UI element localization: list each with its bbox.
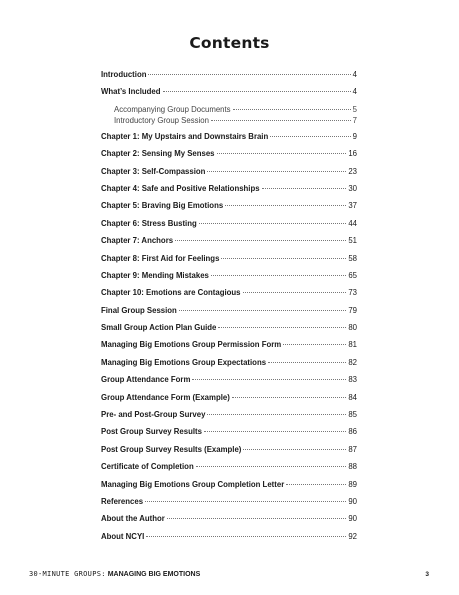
toc-entry-permission-form[interactable]: [101, 340, 357, 357]
toc-entry-label: Chapter 5: Braving Big Emotions: [101, 201, 224, 211]
dot-leader: [283, 344, 346, 345]
dot-leader: [225, 205, 346, 206]
toc-entry-completion-letter[interactable]: [101, 480, 357, 497]
toc-entry-chapter-2[interactable]: [101, 149, 357, 166]
toc-entry-page: 87: [348, 444, 357, 454]
toc-entry-introductory-session[interactable]: [101, 116, 357, 127]
dot-leader: [286, 484, 346, 485]
dot-leader: [179, 310, 346, 311]
dot-leader: [175, 240, 346, 241]
toc-entry-label: Introductory Group Session: [114, 115, 209, 125]
toc-entry-page: 90: [348, 514, 357, 524]
page-footer: [29, 570, 429, 578]
toc-entry-label: Certificate of Completion: [101, 462, 194, 472]
toc-entry-about-ncyi[interactable]: [101, 532, 357, 549]
page-title: Contents: [189, 34, 270, 52]
dot-leader: [270, 136, 350, 137]
dot-leader: [232, 397, 347, 398]
dot-leader: [243, 292, 347, 293]
toc-entry-label: Chapter 9: Mending Mistakes: [101, 270, 209, 280]
dot-leader: [145, 501, 346, 502]
toc-entry-chapter-9[interactable]: [101, 271, 357, 288]
toc-entry-label: Pre- and Post-Group Survey: [101, 410, 206, 420]
toc-entry-pre-post-survey[interactable]: [101, 410, 357, 427]
toc-entry-page: 65: [348, 270, 357, 280]
toc-entry-label: Chapter 7: Anchors: [101, 236, 174, 246]
toc-entry-page: 83: [348, 375, 357, 385]
toc-entry-references[interactable]: [101, 497, 357, 514]
toc-entry-survey-results-example[interactable]: [101, 445, 357, 462]
dot-leader: [199, 223, 347, 224]
dot-leader: [243, 449, 346, 450]
toc-entry-page: 73: [348, 288, 357, 298]
toc-entry-page: 86: [348, 427, 357, 437]
toc-entry-label: Introduction: [101, 70, 147, 79]
toc-entry-page: 82: [348, 357, 357, 367]
toc-entry-label: Group Attendance Form (Example): [101, 392, 230, 402]
dot-leader: [233, 109, 351, 110]
dot-leader: [221, 258, 346, 259]
toc-entry-label: Managing Big Emotions Group Completion Letter: [101, 479, 285, 489]
toc-entry-label: Chapter 1: My Upstairs and Downstairs Brain: [101, 131, 269, 141]
dot-leader: [163, 91, 351, 92]
dot-leader: [211, 120, 351, 121]
toc-entry-survey-results[interactable]: [101, 427, 357, 444]
toc-entry-label: References: [101, 496, 144, 506]
dot-leader: [218, 327, 346, 328]
toc-entry-page: 37: [348, 201, 357, 211]
toc-entry-label: About the Author: [101, 514, 165, 524]
toc-entry-chapter-3[interactable]: [101, 167, 357, 184]
toc-entry-page: 23: [348, 166, 357, 176]
footer-page-number: 3: [425, 571, 429, 578]
toc-entry-label: Chapter 8: First Aid for Feelings: [101, 253, 220, 263]
toc-entry-page: 44: [348, 218, 357, 228]
dot-leader: [268, 362, 346, 363]
toc-entry-attendance-form[interactable]: [101, 375, 357, 392]
dot-leader: [207, 414, 346, 415]
toc-entry-page: 16: [348, 149, 357, 159]
toc-entry-label: Chapter 4: Safe and Positive Relationships: [101, 183, 260, 193]
dot-leader: [196, 466, 347, 467]
toc-entry-page: 90: [348, 496, 357, 506]
toc-entry-page: 88: [348, 462, 357, 472]
toc-entry-label: Accompanying Group Documents: [114, 104, 231, 114]
toc-entry-page: 30: [348, 183, 357, 193]
dot-leader: [167, 518, 347, 519]
toc-entry-page: 79: [348, 305, 357, 315]
toc-entry-final-session[interactable]: [101, 306, 357, 323]
footer-book: MANAGING BIG EMOTIONS: [107, 571, 201, 578]
toc-entry-chapter-4[interactable]: [101, 184, 357, 201]
toc-entry-about-author[interactable]: [101, 514, 357, 531]
toc-entry-expectations[interactable]: [101, 358, 357, 375]
dot-leader: [262, 188, 347, 189]
toc-entry-page: 4: [352, 70, 357, 79]
toc-entry-accompanying-documents[interactable]: [101, 105, 357, 116]
toc-entry-chapter-6[interactable]: [101, 219, 357, 236]
toc-entry-page: 9: [352, 131, 357, 141]
toc-entry-page: 81: [348, 340, 357, 350]
toc-entry-label: About NCYI: [101, 531, 145, 541]
dot-leader: [192, 379, 346, 380]
footer-series: 30-MINUTE GROUPS:: [29, 570, 106, 578]
toc-entry-attendance-example[interactable]: [101, 393, 357, 410]
toc-entry-action-plan[interactable]: [101, 323, 357, 340]
toc-entry-label: Chapter 2: Sensing My Senses: [101, 149, 215, 159]
table-of-contents: [101, 70, 357, 549]
toc-entry-chapter-7[interactable]: [101, 236, 357, 253]
toc-entry-label: Managing Big Emotions Group Permission Form: [101, 340, 282, 350]
dot-leader: [204, 431, 346, 432]
toc-entry-page: 85: [348, 410, 357, 420]
dot-leader: [207, 171, 346, 172]
toc-entry-introduction[interactable]: [101, 70, 357, 87]
dot-leader: [217, 153, 347, 154]
toc-entry-page: 80: [348, 323, 357, 333]
toc-entry-page: 7: [352, 115, 357, 125]
toc-entry-page: 51: [348, 236, 357, 246]
dot-leader: [148, 74, 350, 75]
toc-entry-whats-included[interactable]: [101, 87, 357, 104]
toc-entry-label: Chapter 10: Emotions are Contagious: [101, 288, 241, 298]
toc-entry-label: What’s Included: [101, 87, 161, 97]
dot-leader: [146, 536, 346, 537]
toc-entry-page: 5: [352, 104, 357, 114]
toc-entry-page: 84: [348, 392, 357, 402]
toc-entry-label: Final Group Session: [101, 305, 177, 315]
toc-entry-page: 58: [348, 253, 357, 263]
toc-entry-page: 4: [352, 87, 357, 97]
toc-entry-label: Small Group Action Plan Guide: [101, 323, 217, 333]
toc-entry-page: 92: [348, 531, 357, 541]
toc-entry-label: Group Attendance Form: [101, 375, 191, 385]
toc-entry-label: Chapter 3: Self-Compassion: [101, 166, 206, 176]
toc-entry-chapter-8[interactable]: [101, 254, 357, 271]
toc-entry-label: Managing Big Emotions Group Expectations: [101, 357, 267, 367]
toc-entry-label: Post Group Survey Results: [101, 427, 202, 437]
toc-entry-chapter-1[interactable]: [101, 132, 357, 149]
dot-leader: [211, 275, 346, 276]
toc-entry-page: 89: [348, 479, 357, 489]
toc-entry-chapter-5[interactable]: [101, 201, 357, 218]
toc-entry-certificate[interactable]: [101, 462, 357, 479]
toc-entry-chapter-10[interactable]: [101, 288, 357, 305]
toc-entry-label: Chapter 6: Stress Busting: [101, 218, 197, 228]
footer-book-title: [29, 570, 200, 578]
toc-entry-label: Post Group Survey Results (Example): [101, 444, 242, 454]
